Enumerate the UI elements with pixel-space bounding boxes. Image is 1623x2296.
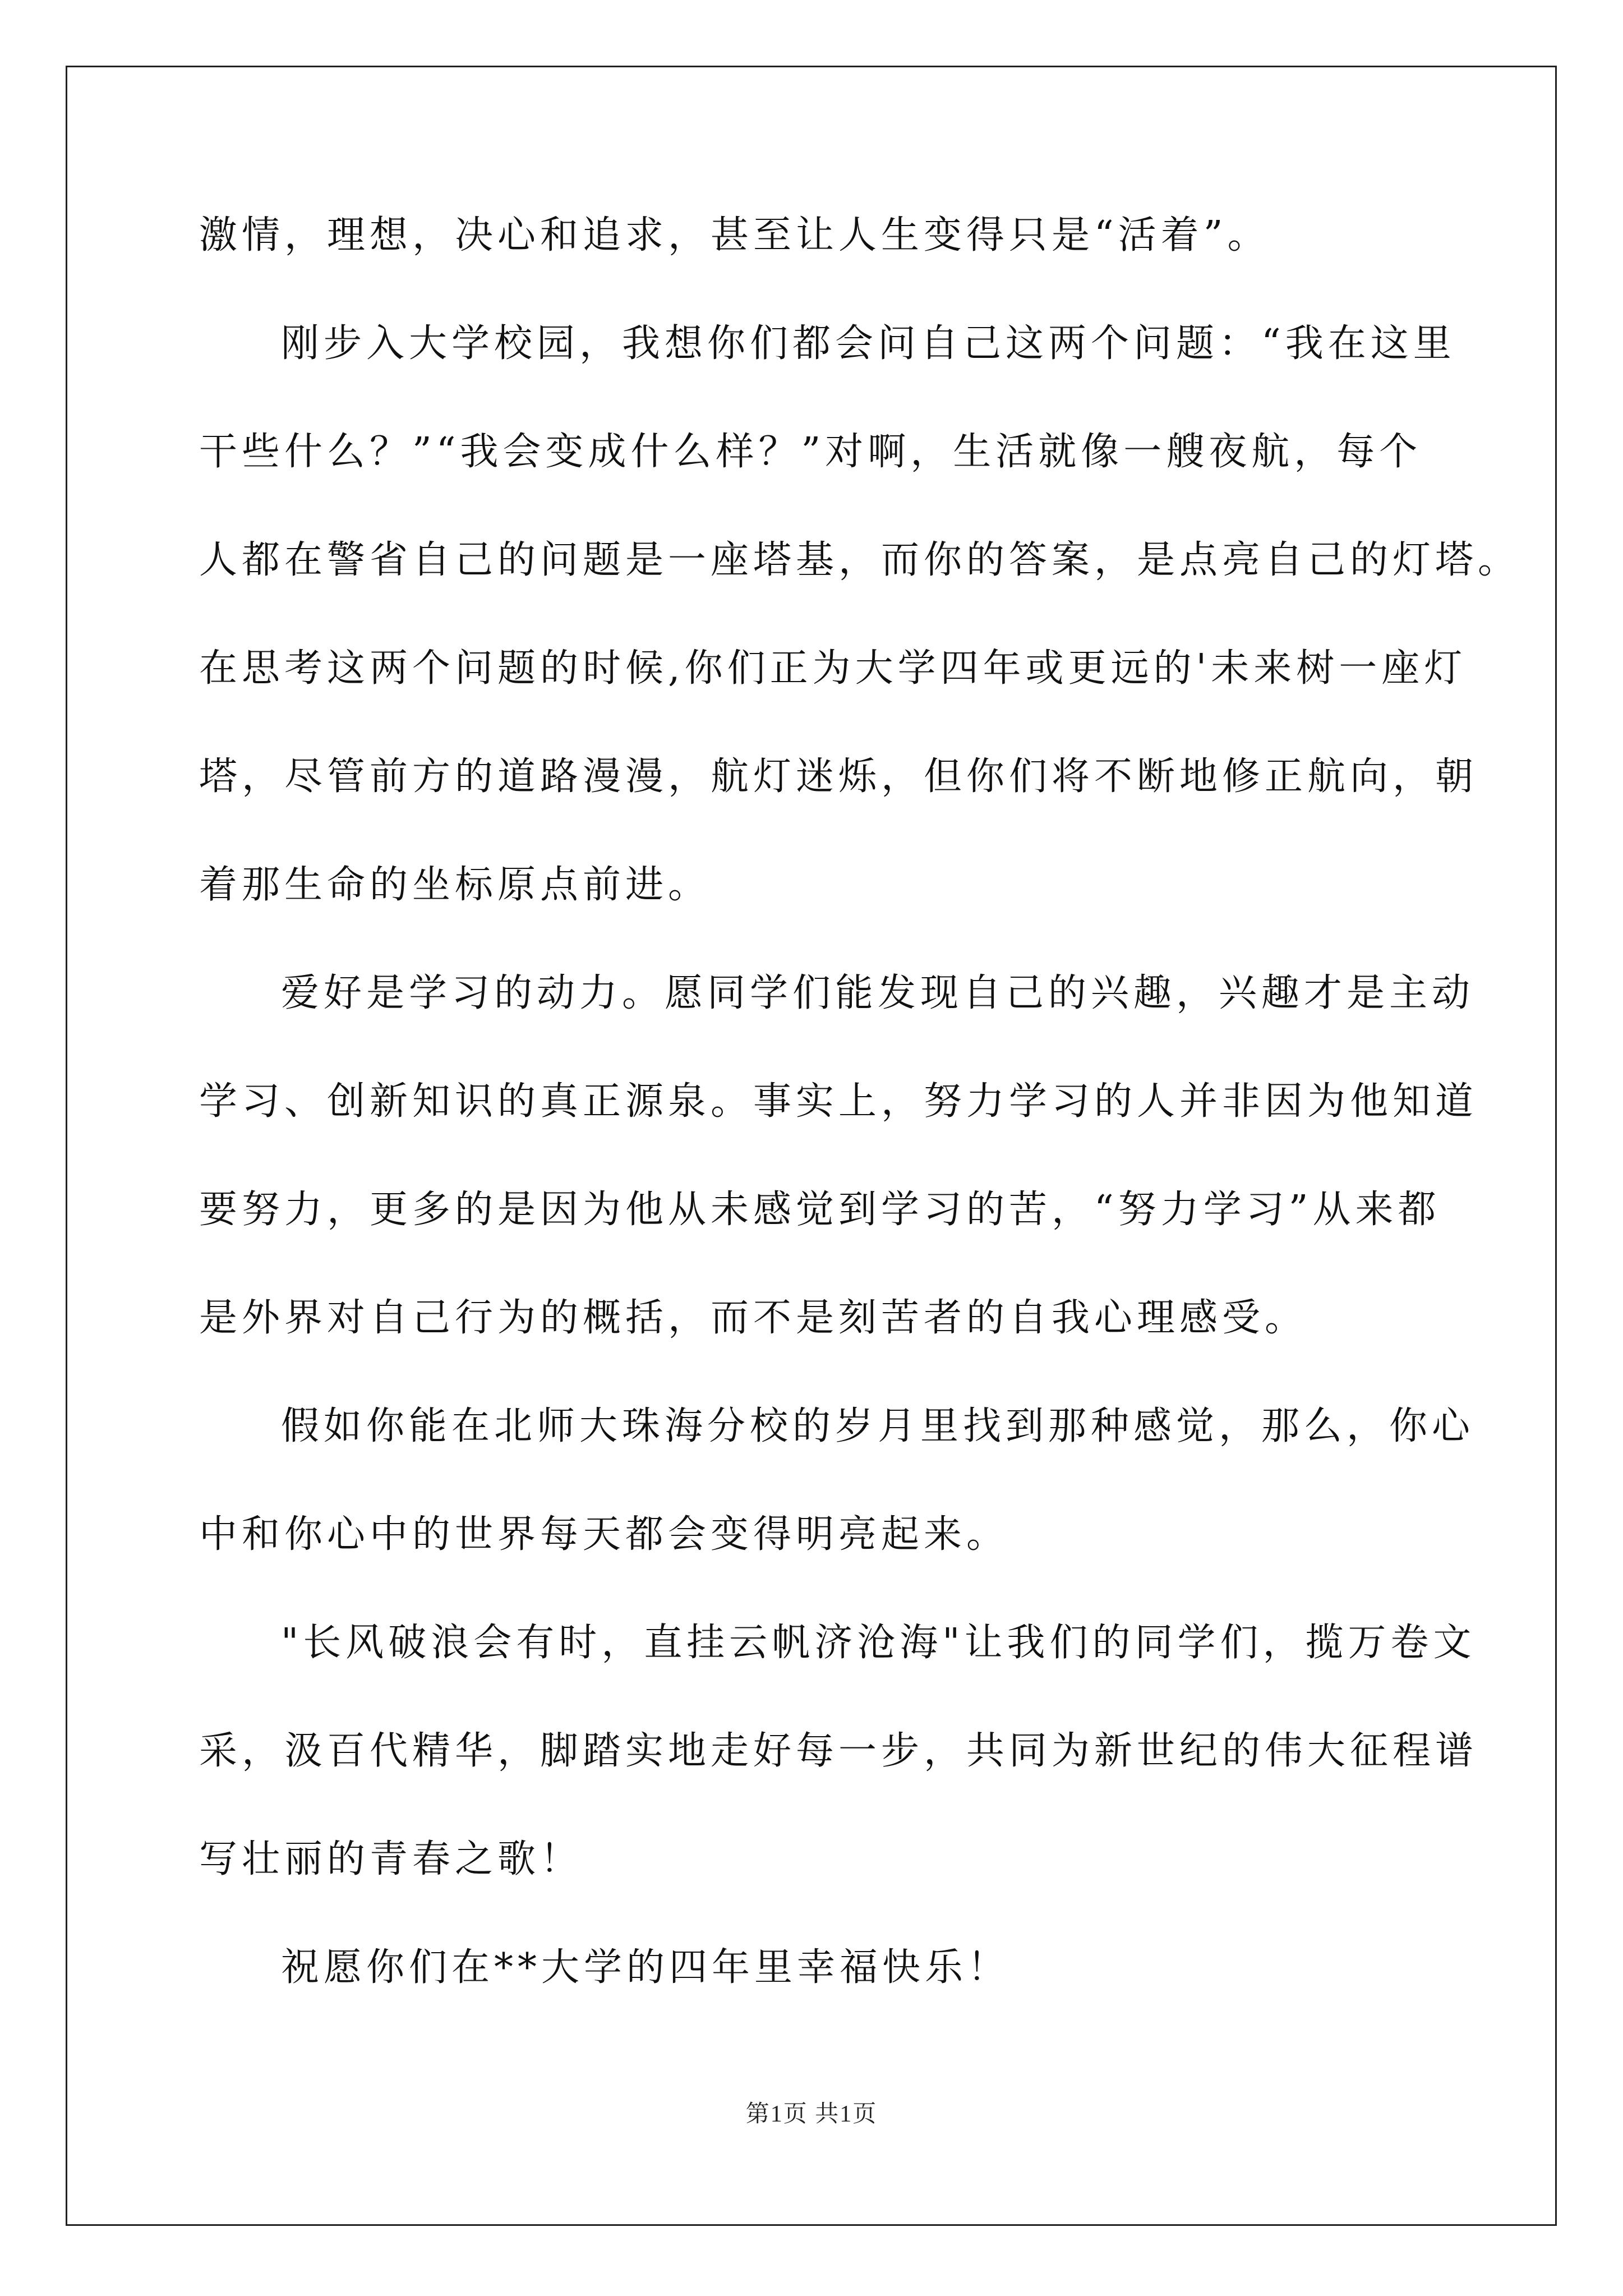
document-body — [199, 208, 1521, 2048]
body-line: 爱好是学习的动力。愿同学们能发现自己的兴趣，兴趣才是主动 — [281, 971, 1475, 1015]
body-line: 干些什么？”“我会变成什么样？”对啊，生活就像一艘夜航，每个 — [199, 430, 1422, 474]
body-line: 中和你心中的世界每天都会变得明亮起来。 — [199, 1512, 1009, 1557]
body-line: 是外界对自己行为的概括，而不是刻苦者的自我心理感受。 — [199, 1296, 1308, 1340]
page-footer: 第1页 共1页 — [745, 2101, 878, 2127]
body-line: 采，汲百代精华，脚踏实地走好每一步，共同为新世纪的伟大征程谱 — [199, 1729, 1478, 1773]
body-line: 学习、创新知识的真正源泉。事实上，努力学习的人并非因为他知道 — [199, 1079, 1478, 1124]
body-line: 刚步入大学校园，我想你们都会问自己这两个问题：“我在这里 — [281, 321, 1456, 366]
body-line: 写壮丽的青春之歌！ — [199, 1837, 583, 1881]
body-line: 在思考这两个问题的时候,你们正为大学四年或更远的'未来树一座灯 — [199, 646, 1467, 691]
body-line: 激情，理想，决心和追求，甚至让人生变得只是“活着”。 — [199, 213, 1270, 257]
body-line: 假如你能在北师大珠海分校的岁月里找到那种感觉，那么，你心 — [281, 1404, 1475, 1448]
body-line: 人都在警省自己的问题是一座塔基，而你的答案，是点亮自己的灯塔。 — [199, 538, 1521, 582]
body-line: 塔，尽管前方的道路漫漫，航灯迷烁，但你们将不断地修正航向，朝 — [199, 754, 1478, 799]
body-line: "长风破浪会有时，直挂云帆济沧海"让我们的同学们，揽万卷文 — [281, 1621, 1476, 1665]
body-line: 祝愿你们在**大学的四年里幸福快乐！ — [281, 1945, 1011, 1990]
body-line: 要努力，更多的是因为他从未感觉到学习的苦，“努力学习”从来都 — [199, 1188, 1441, 1232]
body-line: 着那生命的坐标原点前进。 — [199, 863, 711, 907]
